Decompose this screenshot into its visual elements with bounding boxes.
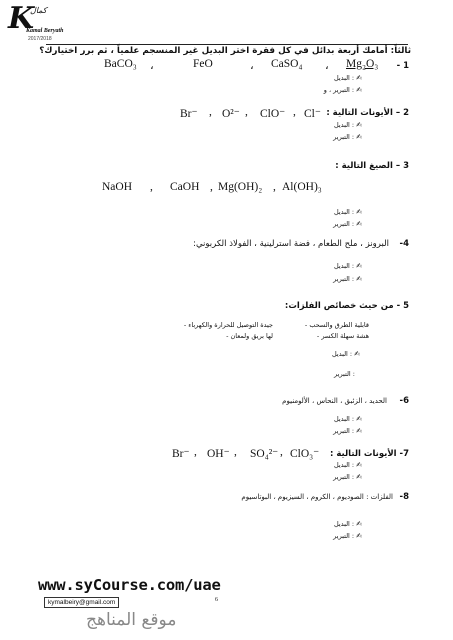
q1-just-label [324,86,362,94]
q2-number: 2 – الأيونات التالية : [326,108,409,118]
q7-just-label [333,473,362,481]
q3-number: 3 – الصيغ التالية : [335,161,409,171]
logo [8,1,68,42]
q5-just-label [334,370,355,378]
q5-option-3-text: هشة سهلة الكسر [321,332,369,340]
q4-number: 4- [399,239,409,249]
q3-sep-2: , [210,181,213,193]
footer-url[interactable]: www.syCourse.com/uae [38,576,221,594]
q1-sep-2: ، [250,60,254,72]
logo-script: كمال [30,6,47,15]
footer-email[interactable]: kymalbeiry@gmail.com [44,597,119,608]
section-title: ثالثاً: أمامك أربعة بدائل في كل فقرة اختر البديل غير المنسجم علمياً ، ثم برر اختيارك؟ [39,46,411,56]
q7-alt-label [334,461,362,469]
q5-option-2: قابلية الطرق والسحب - [304,321,369,329]
q2-item-4: Br⁻ [180,108,198,120]
q1-item-4: BaCO₃ [104,58,137,70]
q4-just-label [333,275,362,283]
pen-icon: ✍ [356,121,362,129]
q7-item-2: SO₄²⁻ [250,448,279,460]
q7-sep-3: , [194,446,197,458]
q5-option-3: هشة سهلة الكسر - [316,332,369,340]
pen-icon: ✍ [356,208,362,216]
q5-alt-label [332,350,360,358]
q6-alt-label [334,415,362,423]
just-label-text: : التبرير ، و [323,86,355,94]
q2-sep-3: , [209,106,212,118]
q3-sep-1: , [150,181,153,193]
q2-alt-label [334,121,362,129]
q3-just-label [333,220,362,228]
q3-item-3: Mg(OH)₂ [218,181,263,193]
q2-sep-1: , [293,106,296,118]
q7-sep-2: , [234,446,237,458]
pen-icon: ✍ [356,473,362,481]
pen-icon: ✍ [356,532,362,540]
q8-number: 8- [399,492,409,502]
q2-item-2: ClO⁻ [260,108,286,120]
alt-label-text: : البديل [333,262,355,270]
alt-label-text: : البديل [333,208,355,216]
q7-item-4: Br⁻ [172,448,190,460]
q4-alt-label [334,262,362,270]
just-label-text: : التبرير [334,370,355,378]
q3-alt-label [334,208,362,216]
q6-just-label [333,427,362,435]
q2-item-1: Cl⁻ [304,108,321,120]
just-label-text: : التبرير [333,275,355,283]
q3-sep-3: , [273,181,276,193]
alt-label-text: : البديل [333,461,355,469]
alt-label-text: : البديل [333,121,355,129]
alt-label-text: : البديل [333,74,355,82]
q6-text: الحديد ، الزئبق ، النحاس ، الألومنيوم [282,397,387,405]
pen-icon: ✍ [354,350,360,358]
pen-icon: ✍ [356,86,362,94]
pen-icon: ✍ [356,461,362,469]
pen-icon: ✍ [356,275,362,283]
q5-option-1-text: جيدة التوصيل للحرارة والكهرباء [188,321,273,329]
just-label-text: : التبرير [333,473,355,481]
q2-just-label [333,133,362,141]
pen-icon: ✍ [356,415,362,423]
logo-year: 2017/2018 [28,36,52,42]
q6-number: 6- [399,396,409,406]
page-number: 6 [215,597,218,603]
q1-sep-1: ، [325,60,329,72]
q2-sep-2: , [245,106,248,118]
alt-label-text: : البديل [333,520,355,528]
q7-sep-1: , [280,446,283,458]
pen-icon: ✍ [356,262,362,270]
q1-item-2: CaSO₄ [271,58,303,70]
q1-alt-label [334,74,362,82]
q7-number: 7- الأيونات التالية : [330,449,409,459]
alt-label-text: : البديل [333,415,355,423]
just-label-text: : التبرير [333,532,355,540]
q8-text: الفلزات : الصوديوم ، الكروم ، السيزيوم ، البوتاسيوم [241,493,393,501]
just-label-text: : التبرير [333,220,355,228]
just-label-text: : التبرير [333,427,355,435]
q1-item-1: Mg₂O₃ [346,58,379,70]
q5-option-1: جيدة التوصيل للحرارة والكهرباء - [183,321,273,329]
q3-item-4: Al(OH)₃ [282,181,322,193]
pen-icon: ✍ [356,133,362,141]
q1-number: 1 - [396,61,409,71]
q7-item-3: OH⁻ [207,448,230,460]
q5-number: 5 - من حيث خصائص الفلزات: [284,301,409,311]
logo-name: Kamal Beryath [26,28,64,34]
just-label-text: : التبرير [333,133,355,141]
logo-letter: K [8,1,35,36]
q8-alt-label [334,520,362,528]
q5-option-4-text: لها بريق ولمعان [230,332,273,340]
q4-text: البرونز ، ملح الطعام ، فضة استرلينية ، الفولاذ الكربوني: [193,239,389,249]
pen-icon: ✍ [356,427,362,435]
q8-just-label [333,532,362,540]
q1-item-3: FeO [193,58,213,70]
q5-option-4: لها بريق ولمعان - [226,332,273,340]
alt-label-text: : البديل [331,350,353,358]
pen-icon: ✍ [356,520,362,528]
q1-sep-3: ، [150,60,154,72]
q2-item-3: O²⁻ [222,108,240,120]
pen-icon: ✍ [356,220,362,228]
pen-icon: ✍ [356,74,362,82]
q5-option-2-text: قابلية الطرق والسحب [309,321,369,329]
q3-item-2: CaOH [170,181,200,193]
q7-item-1: ClO₃⁻ [290,448,320,460]
q3-item-1: NaOH [102,181,133,193]
header-rule [46,44,408,45]
footer-watermark: موقع المناهج [86,610,177,630]
